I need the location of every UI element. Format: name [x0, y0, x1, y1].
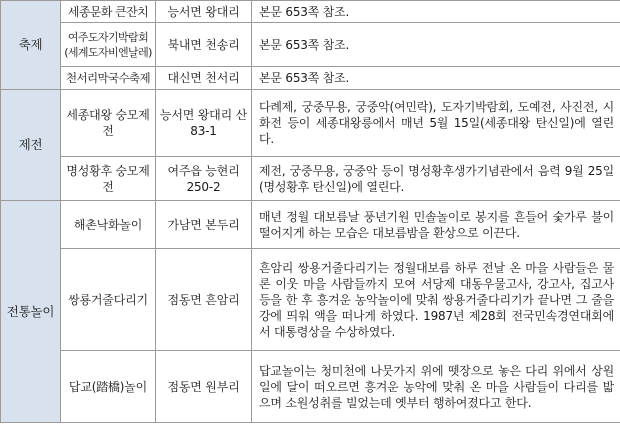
event-description: 다례제, 궁중무용, 궁중악(여민락), 도자기박람회, 도예전, 사진전, 시화전 등이 세종대왕릉에서 매년 5월 15일(세종대왕 탄신일)에 열린다. — [252, 90, 620, 157]
event-location: 가남면 본두리 — [156, 201, 252, 249]
event-name: 쌍룡거줄다리기 — [61, 249, 156, 351]
table-row — [1, 23, 620, 67]
event-name: 명성황후 숭모제전 — [61, 157, 156, 201]
event-name: 천서리막국수축제 — [61, 67, 156, 90]
event-description: 매년 정월 대보름날 풍년기원 민솔놀이로 봉지를 흔들어 숯가루 불이 떨어지게 하는 모습은 대보름밤을 환상으로 이끈다. — [252, 201, 620, 249]
event-name: 세종문화 큰잔치 — [61, 1, 156, 23]
event-name: 여주도자기박람회 (세계도자비엔날레) — [61, 23, 156, 67]
category-cell: 제전 — [1, 90, 61, 201]
event-name: 세종대왕 숭모제전 — [61, 90, 156, 157]
table-row — [1, 157, 620, 201]
event-description: 흔암리 쌍용거줄다리기는 정월대보름 하루 전날 온 마을 사람들은 물론 이웃 마을 사람들까지 모여 서당제 대동우물고사, 강고사, 집고사 등을 한 후 흥겨운 농악놀이에 맞춰 쌍용거줄다리기가 끝나면 그 줄을 강에 띄워 액을 떠나게 하였다. 1987년 제28회 전국민속경연대회에서 대통령상을 수상하였다. — [252, 249, 620, 351]
event-location: 대신면 천서리 — [156, 67, 252, 90]
category-cell: 전통놀이 — [1, 201, 61, 423]
event-name: 해촌낙화놀이 — [61, 201, 156, 249]
table-row — [1, 1, 620, 23]
event-location: 여주읍 능현리 250-2 — [156, 157, 252, 201]
event-description: 답교놀이는 청미천에 나뭇가지 위에 뗏장으로 놓은 다리 위에서 상원일에 달이 떠오르면 흥겨운 농악에 맞춰 온 마을 사람들이 다리를 밟으며 소원성취를 빌었는데 옛부터 행하여졌다고 한다. — [252, 351, 620, 423]
event-name: 답교(踏橋)놀이 — [61, 351, 156, 423]
event-description: 본문 653쪽 참조. — [252, 67, 620, 90]
table-row — [1, 249, 620, 351]
event-location: 점동면 흔암리 — [156, 249, 252, 351]
table-row — [1, 90, 620, 157]
event-location: 능서면 왕대리 산 83-1 — [156, 90, 252, 157]
table-row — [1, 67, 620, 90]
event-location: 능서면 왕대리 — [156, 1, 252, 23]
category-cell: 축제 — [1, 1, 61, 90]
event-description: 본문 653쪽 참조. — [252, 1, 620, 23]
event-description: 제전, 궁중무용, 궁중악 등이 명성황후생가기념관에서 음력 9월 25일(명성황후 탄신일)에 열린다. — [252, 157, 620, 201]
event-location: 점동면 원부리 — [156, 351, 252, 423]
table-row — [1, 201, 620, 249]
event-location: 북내면 천송리 — [156, 23, 252, 67]
event-description: 본문 653쪽 참조. — [252, 23, 620, 67]
table-row — [1, 351, 620, 423]
